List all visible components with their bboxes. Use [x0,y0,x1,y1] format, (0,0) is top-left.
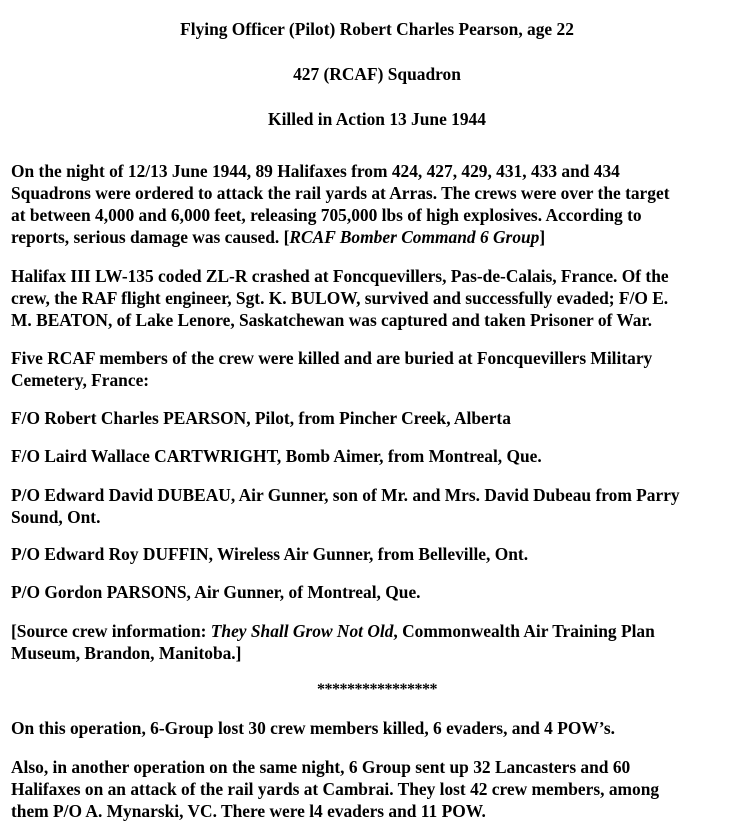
text-line: P/O Gordon PARSONS, Air Gunner, of Montreal, Que. [11,582,421,602]
text-run: , Commonwealth Air Training Plan [393,621,655,641]
book-title: They Shall Grow Not Old [210,621,394,641]
text-line: Squadrons were ordered to attack the rail yards at Arras. The crews were over the target [11,183,670,203]
text-run: [Source crew information: [11,621,211,641]
text-line: On the night of 12/13 June 1944, 89 Halifaxes from 424, 427, 429, 431, 433 and 434 [11,161,620,181]
text-line: crew, the RAF flight engineer, Sgt. K. BULOW, survived and successfully evaded; F/O E. [11,288,669,308]
text-line: Halifaxes on an attack of the rail yards at Cambrai. They lost 42 crew members, among [11,779,660,799]
crew-entry [11,581,749,603]
text-line: P/O Edward Roy DUFFIN, Wireless Air Gunner, from Belleville, Ont. [11,544,529,564]
paragraph-casualties [11,347,749,391]
text-line: F/O Laird Wallace CARTWRIGHT, Bomb Aimer, from Montreal, Que. [11,446,542,466]
paragraph-cambrai [11,756,749,822]
status-heading: Killed in Action 13 June 1944 [268,109,486,129]
text-line: Also, in another operation on the same night, 6 Group sent up 32 Lancasters and 60 [11,757,631,777]
squadron-heading: 427 (RCAF) Squadron [293,64,461,84]
paragraph-losses [11,717,749,739]
text-line: at between 4,000 and 6,000 feet, releasing 705,000 lbs of high explosives. According to [11,205,642,225]
text-line: Museum, Brandon, Manitoba.] [11,643,242,663]
text-line: F/O Robert Charles PEARSON, Pilot, from Pincher Creek, Alberta [11,408,511,428]
text-run: ] [539,227,546,247]
text-line: Cemetery, France: [11,370,150,390]
text-line: them P/O A. Mynarski, VC. There were l4 evaders and 11 POW. [11,801,486,821]
text-line: M. BEATON, of Lake Lenore, Saskatchewan was captured and taken Prisoner of War. [11,310,652,330]
crew-entry [11,543,749,565]
source-note [11,620,749,664]
text-run: reports, serious damage was caused. [ [11,227,290,247]
crew-entry [11,445,749,467]
paragraph-operation [11,160,749,248]
crew-entry [11,407,749,429]
text-line: Five RCAF members of the crew were killed and are buried at Foncquevillers Military [11,348,653,368]
text-line: On this operation, 6-Group lost 30 crew members killed, 6 evaders, and 4 POW’s. [11,718,615,738]
separator: **************** [317,681,437,698]
text-line: Halifax III LW-135 coded ZL-R crashed at Foncquevillers, Pas-de-Calais, France. Of the [11,266,669,286]
text-line [11,620,749,642]
text-line: Sound, Ont. [11,507,101,527]
page-title: Flying Officer (Pilot) Robert Charles Pearson, age 22 [180,19,574,39]
source-citation: RCAF Bomber Command 6 Group [289,227,540,247]
text-line [11,226,749,248]
crew-entry [11,484,749,528]
paragraph-crash [11,265,749,331]
text-line: P/O Edward David DUBEAU, Air Gunner, son of Mr. and Mrs. David Dubeau from Parry [11,485,680,505]
